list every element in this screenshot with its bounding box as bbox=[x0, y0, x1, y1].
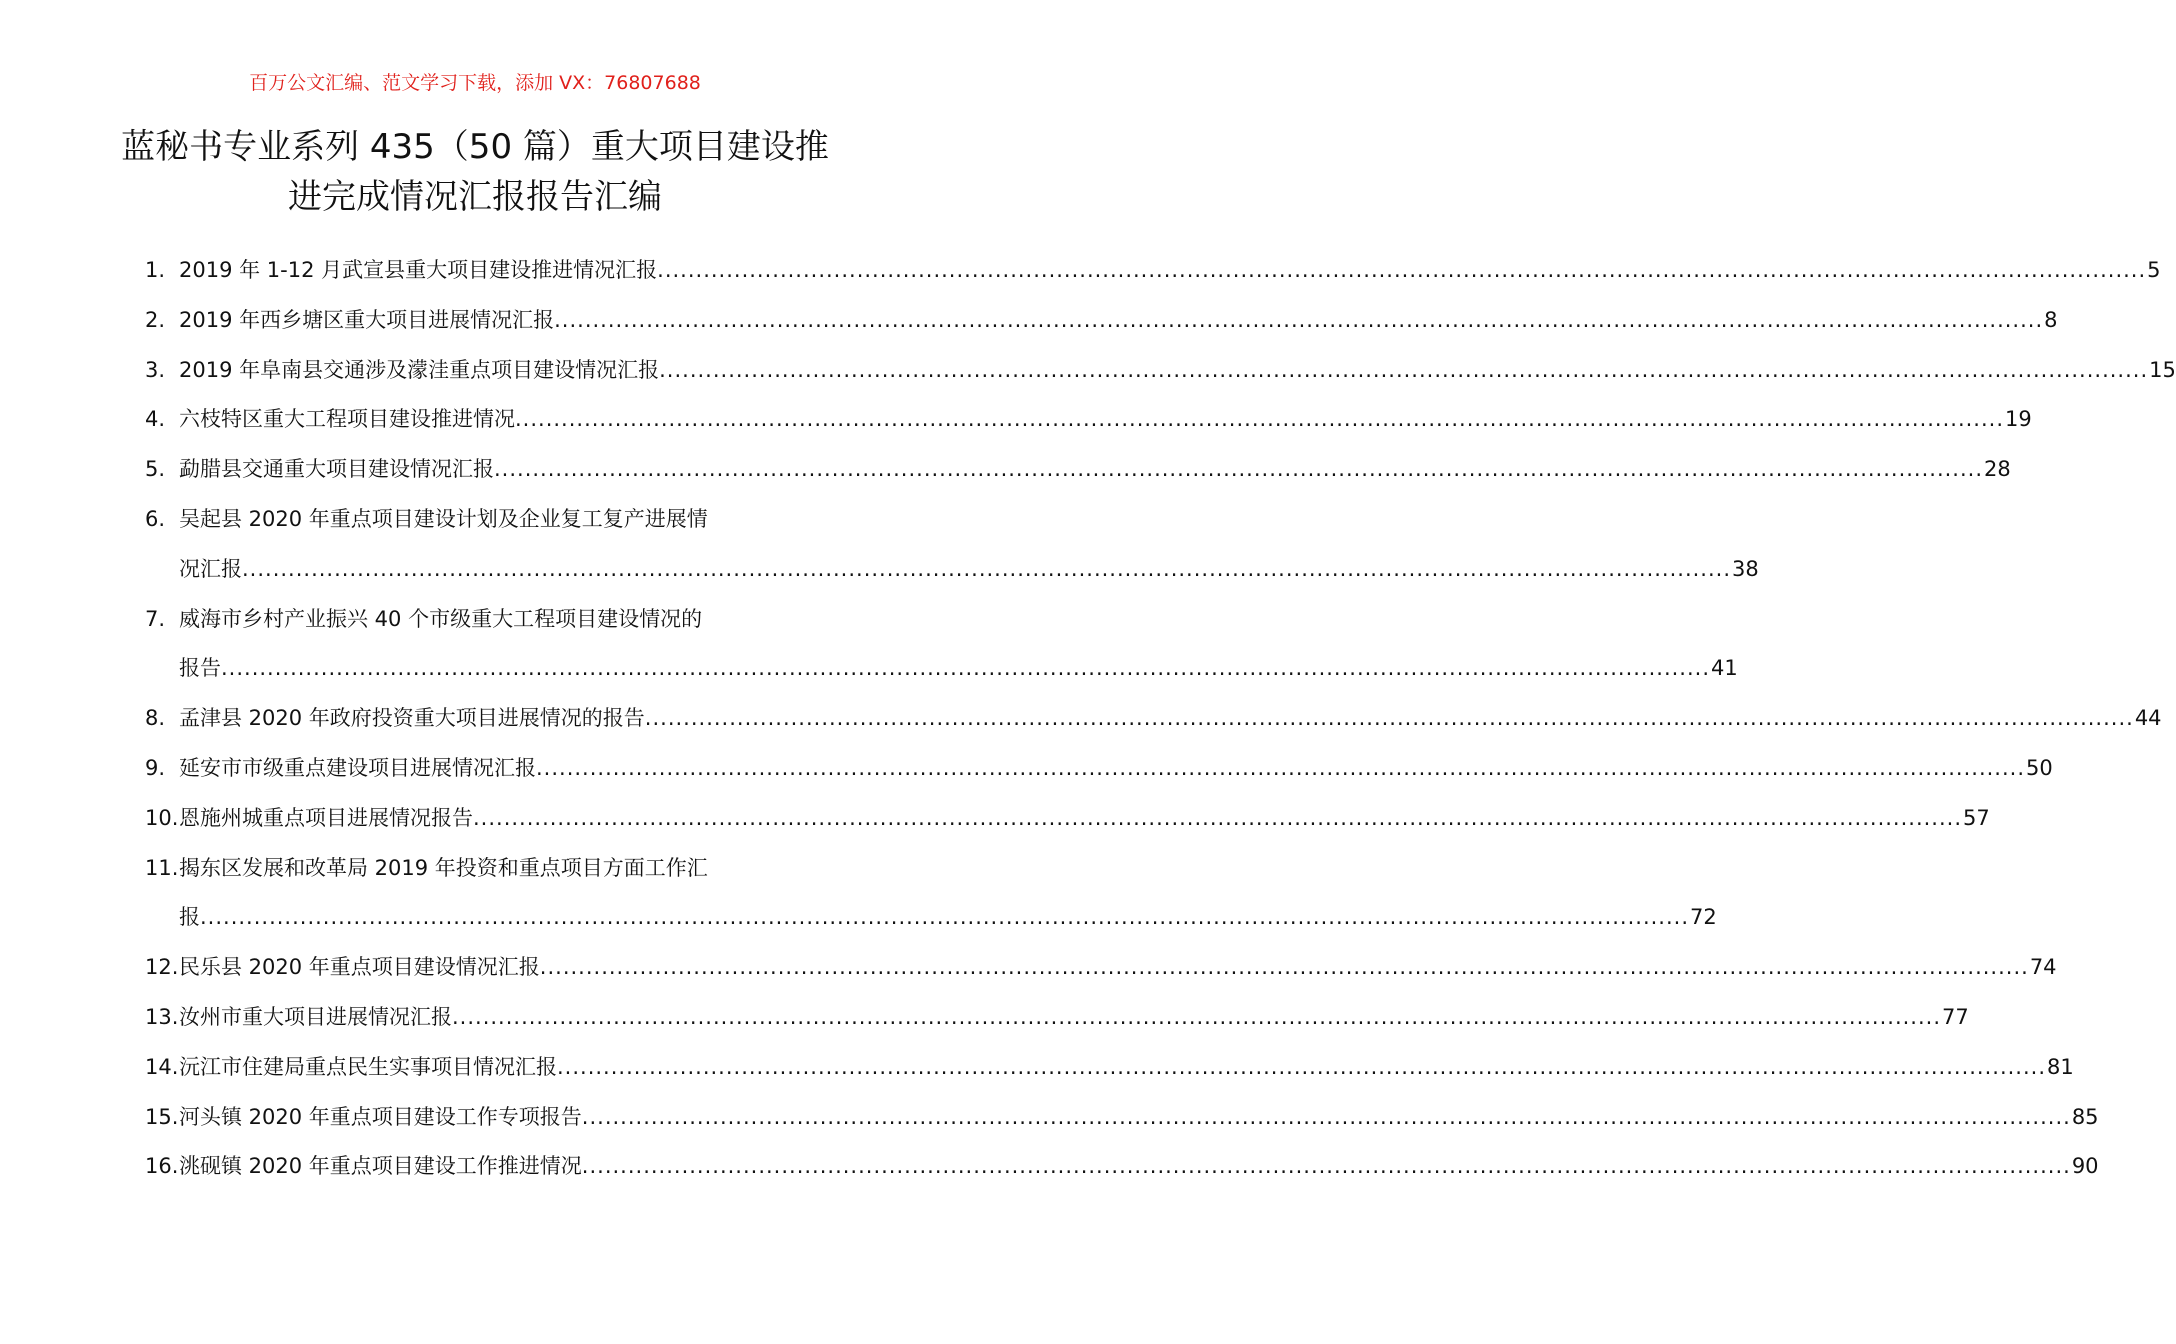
toc-entry[interactable] bbox=[145, 445, 2011, 495]
toc-entry[interactable] bbox=[145, 595, 1738, 695]
table-of-contents bbox=[145, 246, 2176, 1192]
dot-leader bbox=[540, 943, 2029, 993]
toc-entry-number: 16. bbox=[145, 1154, 179, 1179]
toc-entry-title: 揭东区发展和改革局 2019 年投资和重点项目方面工作汇 bbox=[179, 855, 708, 880]
dot-leader bbox=[494, 445, 1983, 495]
toc-entry[interactable] bbox=[145, 993, 1969, 1043]
toc-entry[interactable] bbox=[145, 844, 1717, 944]
toc-entry[interactable] bbox=[145, 943, 2057, 993]
toc-entry[interactable] bbox=[145, 1142, 2099, 1192]
toc-entry-page-number: 15 bbox=[2149, 357, 2176, 382]
toc-entry-number: 14. bbox=[145, 1054, 179, 1079]
toc-entry[interactable] bbox=[145, 744, 2053, 794]
dot-leader bbox=[582, 1142, 2071, 1192]
dot-leader bbox=[557, 1043, 2046, 1093]
toc-entry-number: 8. bbox=[145, 706, 166, 731]
toc-entry-page-number: 81 bbox=[2047, 1054, 2074, 1079]
toc-entry-page-number: 57 bbox=[1963, 805, 1990, 830]
toc-entry[interactable] bbox=[145, 694, 2162, 744]
dot-leader bbox=[242, 545, 1731, 595]
toc-entry-number: 3. bbox=[145, 357, 166, 382]
dot-leader bbox=[659, 346, 2148, 396]
toc-entry-title: 报告 bbox=[179, 656, 221, 681]
toc-entry-page-number: 41 bbox=[1711, 656, 1738, 681]
toc-entry-title: 孟津县 2020 年政府投资重大项目进展情况的报告 bbox=[179, 706, 645, 731]
toc-entry-title: 2019 年 1-12 月武宣县重大项目建设推进情况汇报 bbox=[179, 258, 658, 282]
toc-entry-title: 汝州市重大项目进展情况汇报 bbox=[179, 1004, 452, 1029]
toc-entry-page-number: 72 bbox=[1690, 905, 1717, 930]
toc-entry-title: 报 bbox=[179, 905, 200, 930]
toc-entry-page-number: 90 bbox=[2071, 1154, 2099, 1179]
dot-leader bbox=[221, 644, 1710, 694]
toc-entry-page-number: 77 bbox=[1942, 1004, 1969, 1029]
toc-entry-title: 威海市乡村产业振兴 40 个市级重大工程项目建设情况的 bbox=[179, 606, 703, 631]
toc-entry-number: 9. bbox=[145, 755, 166, 780]
toc-entry-number: 4. bbox=[145, 407, 166, 432]
dot-leader bbox=[582, 1093, 2071, 1143]
toc-entry[interactable] bbox=[145, 296, 2058, 346]
toc-entry[interactable] bbox=[145, 246, 2161, 296]
toc-entry-title: 勐腊县交通重大项目建设情况汇报 bbox=[179, 457, 494, 482]
document-title: 蓝秘书专业系列 435（50 篇）重大项目建设推进完成情况汇报报告汇编 bbox=[121, 127, 829, 217]
toc-entry-title: 六枝特区重大工程项目建设推进情况 bbox=[179, 407, 515, 432]
toc-entry[interactable] bbox=[145, 1093, 2099, 1143]
toc-entry-page-number: 28 bbox=[1984, 457, 2011, 482]
toc-entry-number: 2. bbox=[145, 307, 166, 332]
toc-entry-number: 11. bbox=[145, 855, 179, 880]
toc-entry-page-number: 74 bbox=[2029, 955, 2057, 980]
toc-entry-title: 洮砚镇 2020 年重点项目建设工作推进情况 bbox=[179, 1154, 582, 1179]
toc-entry-title: 延安市市级重点建设项目进展情况汇报 bbox=[179, 755, 536, 780]
toc-entry-title: 沅江市住建局重点民生实事项目情况汇报 bbox=[179, 1054, 557, 1079]
toc-entry-page-number: 38 bbox=[1732, 556, 1759, 581]
toc-entry-number: 6. bbox=[145, 506, 166, 531]
toc-entry-number: 5. bbox=[145, 457, 166, 482]
toc-entry-title: 吴起县 2020 年重点项目建设计划及企业复工复产进展情 bbox=[179, 506, 708, 531]
dot-leader bbox=[554, 296, 2043, 346]
watermark-header: 百万公文汇编、范文学习下载，添加 VX：76807688 bbox=[249, 72, 701, 94]
toc-entry-number: 7. bbox=[145, 606, 166, 631]
toc-entry-title: 2019 年阜南县交通涉及濛洼重点项目建设情况汇报 bbox=[179, 357, 660, 382]
toc-entry[interactable] bbox=[145, 1043, 2074, 1093]
toc-entry-number: 13. bbox=[145, 1004, 179, 1029]
toc-entry[interactable] bbox=[145, 794, 1990, 844]
dot-leader bbox=[473, 794, 1962, 844]
toc-entry[interactable] bbox=[145, 395, 2032, 445]
dot-leader bbox=[645, 694, 2134, 744]
toc-entry-page-number: 50 bbox=[2026, 755, 2053, 780]
toc-entry-number: 12. bbox=[145, 955, 179, 980]
dot-leader bbox=[515, 395, 2004, 445]
toc-entry-title: 2019 年西乡塘区重大项目进展情况汇报 bbox=[179, 307, 555, 332]
toc-entry-number: 10. bbox=[145, 805, 179, 830]
toc-entry-title: 况汇报 bbox=[179, 556, 242, 581]
dot-leader bbox=[536, 744, 2025, 794]
toc-entry-title: 恩施州城重点项目进展情况报告 bbox=[179, 805, 473, 830]
dot-leader bbox=[452, 993, 1941, 1043]
toc-entry-page-number: 44 bbox=[2134, 706, 2162, 731]
toc-entry-page-number: 5 bbox=[2147, 258, 2161, 282]
toc-entry-number: 1. bbox=[145, 258, 166, 282]
toc-entry-page-number: 85 bbox=[2071, 1104, 2099, 1129]
toc-entry-title: 河头镇 2020 年重点项目建设工作专项报告 bbox=[179, 1104, 582, 1129]
dot-leader bbox=[657, 246, 2146, 296]
toc-entry-page-number: 19 bbox=[2005, 407, 2032, 432]
toc-entry[interactable] bbox=[145, 346, 2176, 396]
toc-entry-number: 15. bbox=[145, 1104, 179, 1129]
dot-leader bbox=[200, 893, 1689, 943]
toc-entry-title: 民乐县 2020 年重点项目建设情况汇报 bbox=[179, 955, 540, 980]
toc-entry[interactable] bbox=[145, 495, 1759, 595]
toc-entry-page-number: 8 bbox=[2044, 307, 2058, 332]
